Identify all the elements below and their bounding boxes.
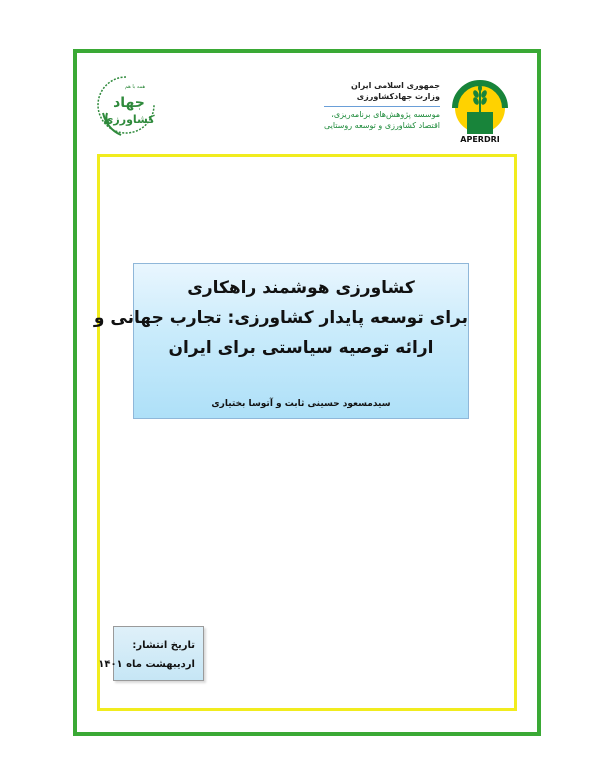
jahad-logo-top-text: همه با هم: [124, 84, 146, 90]
aperdri-logo: [449, 78, 511, 144]
publication-label: تاریخ انتشار:: [132, 640, 195, 651]
title-line-1: کشاورزی هوشمند راهکاری: [187, 278, 415, 298]
institute-block: [324, 106, 440, 131]
institute-line-2: اقتصاد کشاورزی و توسعه روستایی: [323, 121, 440, 130]
aperdri-logo-text: APERDRI: [460, 135, 500, 144]
publication-date: اردیبهشت ماه ۱۴۰۱: [98, 659, 195, 670]
jahad-logo-word-1: جهاد: [113, 95, 145, 111]
publication-date-box: [98, 626, 204, 681]
gov-line-1: جمهوری اسلامی ایران: [351, 81, 440, 90]
institute-line-1: موسسه پژوهش‌های برنامه‌ریزی،: [331, 110, 440, 119]
header-text-block: [250, 80, 440, 132]
authors: سیدمسعود حسینی ثابت و آتوسا بختیاری: [211, 399, 391, 409]
title-box: [93, 263, 469, 419]
jahad-logo-word-2: کشاورزی: [103, 113, 155, 126]
jahad-keshavarzi-logo: [95, 73, 157, 141]
title-line-3: ارائه توصیه سیاستی برای ایران: [168, 338, 434, 358]
title-lines: [93, 264, 468, 363]
gov-line-2: وزارت جهادکشاورزی: [356, 92, 440, 101]
title-line-2: برای توسعه پایدار کشاورزی: تجارب جهانی و: [93, 308, 468, 328]
